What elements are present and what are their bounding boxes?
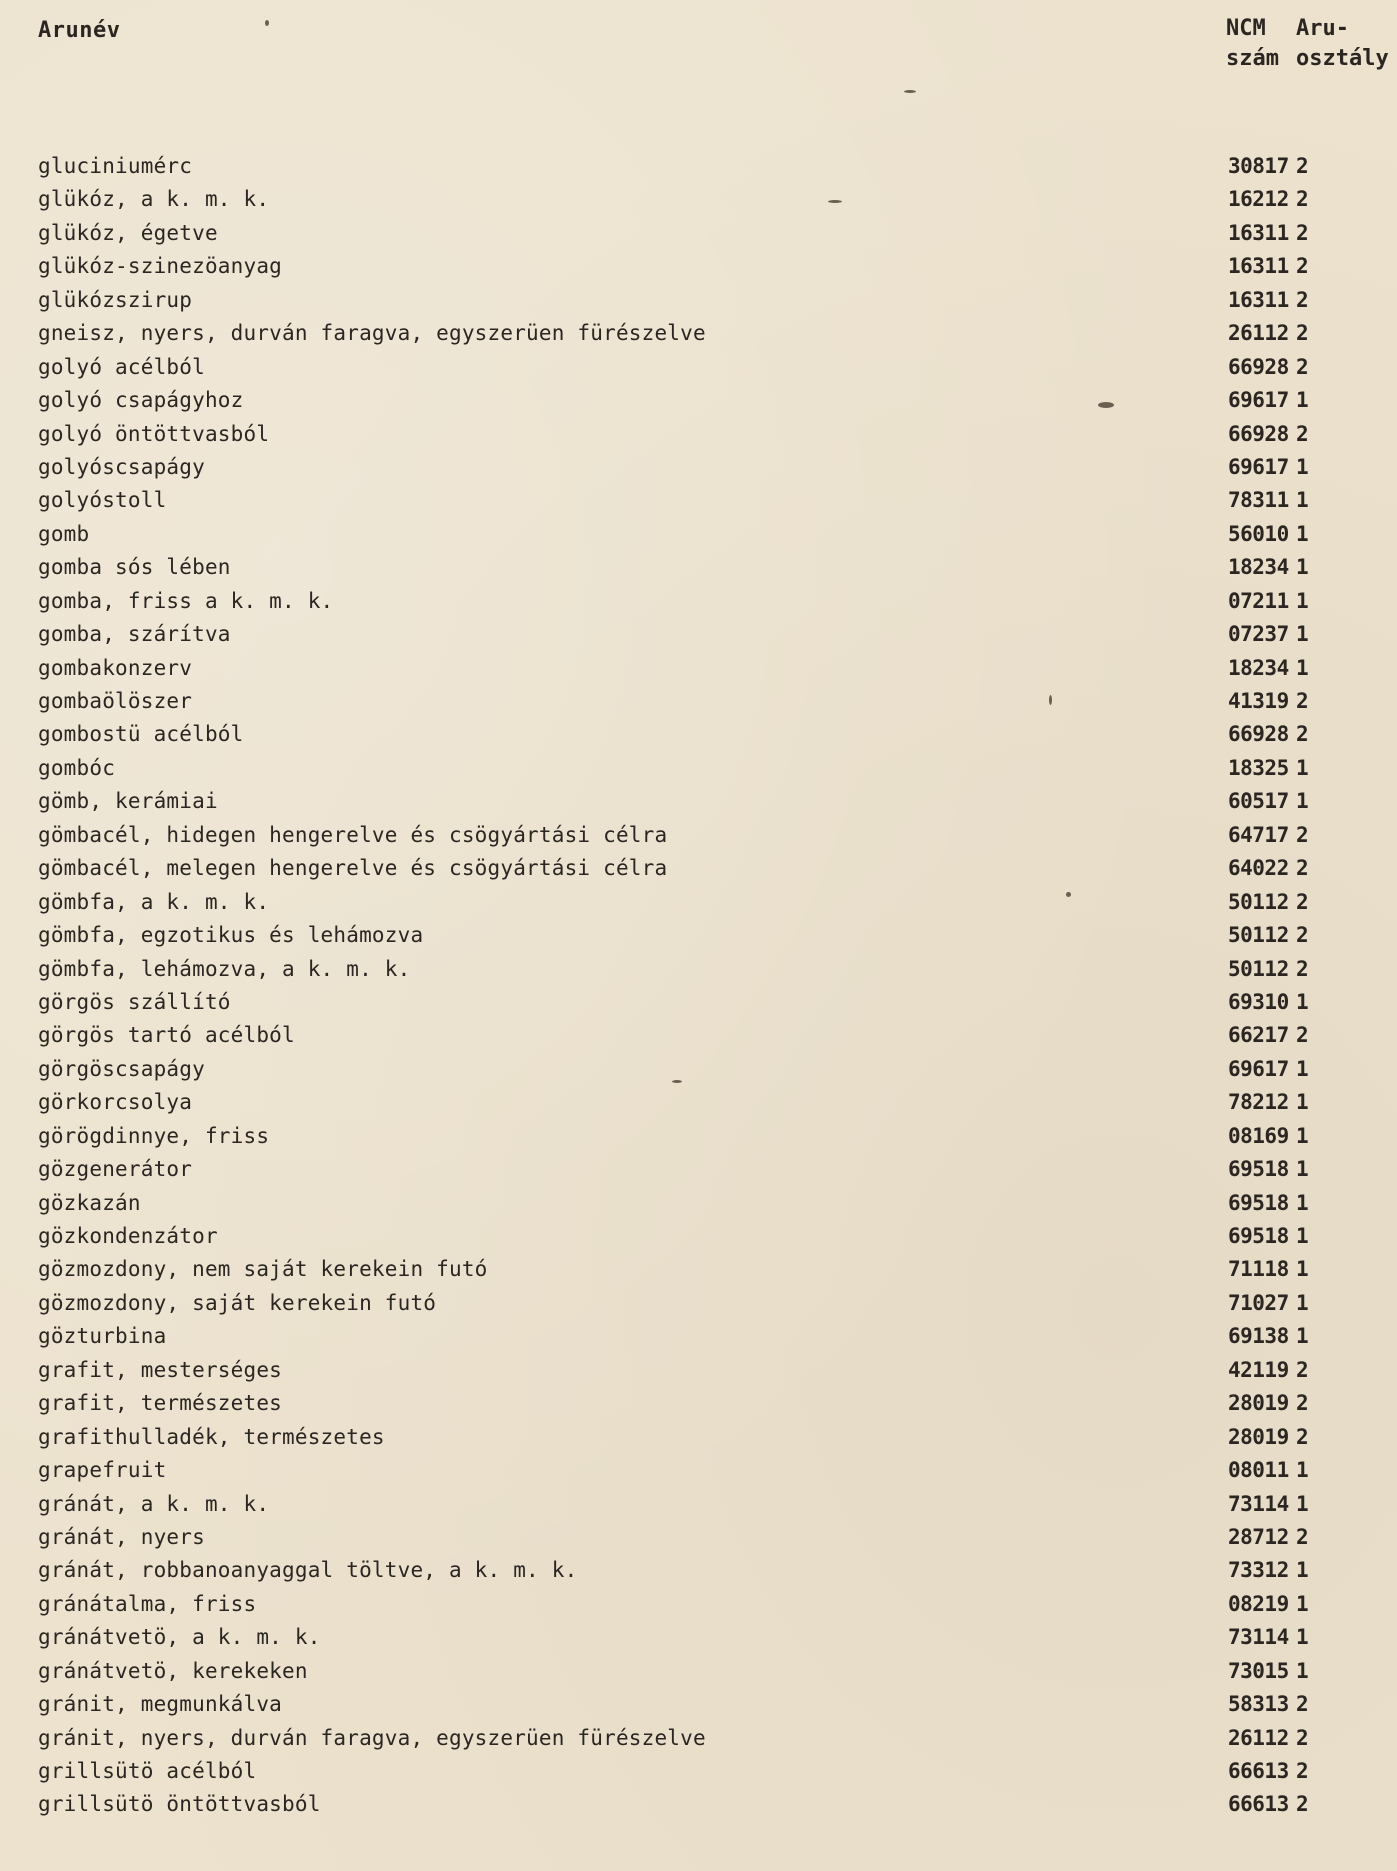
product-name: gránit, megmunkálva xyxy=(38,1692,283,1717)
paper-speck xyxy=(828,200,842,203)
product-name: gömb, kerámiai xyxy=(38,789,218,814)
product-name: glükóz-szinezöanyag xyxy=(38,254,283,279)
list-item xyxy=(0,1120,1397,1153)
ncm-number: 18234 xyxy=(1228,655,1289,680)
product-class: 1 xyxy=(1296,1658,1309,1683)
list-item xyxy=(0,1019,1397,1052)
list-item xyxy=(0,183,1397,216)
product-class: 2 xyxy=(1296,856,1309,881)
product-class: 2 xyxy=(1296,889,1309,914)
list-item xyxy=(0,217,1397,250)
ncm-number: 30817 xyxy=(1228,154,1289,178)
list-item xyxy=(0,1521,1397,1554)
list-item xyxy=(0,1421,1397,1454)
product-name: gözmozdony, saját kerekein futó xyxy=(38,1290,437,1315)
product-class: 1 xyxy=(1296,1257,1309,1282)
list-item xyxy=(0,685,1397,718)
column-header-product-class: Aru- osztály xyxy=(1296,16,1389,71)
ncm-number: 16311 xyxy=(1228,287,1289,312)
product-class: 2 xyxy=(1296,956,1309,981)
list-item xyxy=(0,317,1397,350)
product-name: gözkazán xyxy=(38,1190,141,1215)
ncm-number: 58313 xyxy=(1228,1692,1289,1717)
product-class: 2 xyxy=(1296,689,1309,713)
product-name: gneisz, nyers, durván faragva, egyszerüen fürészelve xyxy=(38,321,706,346)
product-class: 2 xyxy=(1296,1357,1309,1382)
ncm-number: 71027 xyxy=(1228,1290,1289,1315)
list-item xyxy=(0,1187,1397,1220)
product-name: grafit, mesterséges xyxy=(38,1357,283,1382)
product-name: golyó acélból xyxy=(38,354,205,379)
product-name: görgös tartó acélból xyxy=(38,1023,295,1048)
ncm-number: 56010 xyxy=(1228,521,1289,546)
product-class: 1 xyxy=(1296,789,1309,814)
ncm-number: 50112 xyxy=(1228,889,1289,914)
ncm-number: 41319 xyxy=(1228,689,1289,713)
ncm-number: 60517 xyxy=(1228,789,1289,814)
list-item xyxy=(0,1287,1397,1320)
list-item xyxy=(0,1354,1397,1387)
product-name: golyóstoll xyxy=(38,488,167,513)
list-item xyxy=(0,1688,1397,1721)
product-class: 1 xyxy=(1296,1123,1309,1148)
ncm-number: 16311 xyxy=(1228,220,1289,245)
ncm-number: 69138 xyxy=(1228,1324,1289,1349)
product-class: 1 xyxy=(1296,1290,1309,1315)
product-name: görgös szállító xyxy=(38,989,231,1014)
list-item xyxy=(0,1220,1397,1253)
list-item xyxy=(0,1053,1397,1086)
product-name: gözmozdony, nem saját kerekein futó xyxy=(38,1257,488,1282)
product-name: grapefruit xyxy=(38,1458,167,1483)
product-name: gombostü acélból xyxy=(38,722,244,747)
product-list xyxy=(0,150,1397,1822)
list-item xyxy=(0,150,1397,183)
product-class: 1 xyxy=(1296,755,1309,780)
product-name: grillsütö acélból xyxy=(38,1759,257,1783)
ncm-number: 16311 xyxy=(1228,254,1289,279)
ncm-number: 69518 xyxy=(1228,1224,1289,1248)
product-class: 2 xyxy=(1296,421,1309,446)
ncm-number: 69617 xyxy=(1228,388,1289,413)
product-name: gránátvetö, kerekeken xyxy=(38,1658,308,1683)
ncm-number: 08219 xyxy=(1228,1591,1289,1616)
product-class: 2 xyxy=(1296,1759,1309,1783)
paper-speck xyxy=(672,1080,682,1083)
paper-speck xyxy=(1066,892,1071,897)
list-item xyxy=(0,1755,1397,1788)
product-name: glükózszirup xyxy=(38,287,193,312)
list-item xyxy=(0,852,1397,885)
paper-speck xyxy=(1098,402,1114,408)
ncm-number: 28019 xyxy=(1228,1424,1289,1449)
product-class: 1 xyxy=(1296,1324,1309,1349)
list-item xyxy=(0,1086,1397,1119)
product-class: 1 xyxy=(1296,1157,1309,1182)
ncm-number: 78311 xyxy=(1228,488,1289,513)
ncm-number: 66928 xyxy=(1228,421,1289,446)
product-class: 1 xyxy=(1296,1190,1309,1215)
column-header-ncm-number: NCM szám xyxy=(1226,16,1279,71)
ncm-number: 66928 xyxy=(1228,722,1289,747)
product-name: gözgenerátor xyxy=(38,1157,193,1182)
ncm-number: 64022 xyxy=(1228,856,1289,881)
ncm-number: 07211 xyxy=(1228,588,1289,613)
product-name: gránit, nyers, durván faragva, egyszerüen fürészelve xyxy=(38,1725,706,1750)
list-item xyxy=(0,1722,1397,1755)
list-item xyxy=(0,1788,1397,1821)
product-class: 2 xyxy=(1296,1391,1309,1416)
list-item xyxy=(0,1253,1397,1286)
list-item xyxy=(0,718,1397,751)
product-name: görögdinnye, friss xyxy=(38,1123,270,1148)
product-class: 1 xyxy=(1296,1491,1309,1516)
product-name: görgöscsapágy xyxy=(38,1056,205,1081)
ncm-number: 18325 xyxy=(1228,755,1289,780)
list-item xyxy=(0,1554,1397,1587)
ncm-number: 50112 xyxy=(1228,956,1289,981)
product-class: 1 xyxy=(1296,989,1309,1014)
product-name: gömbfa, egzotikus és lehámozva xyxy=(38,923,424,948)
ncm-number: 73114 xyxy=(1228,1625,1289,1650)
ncm-number: 26112 xyxy=(1228,321,1289,346)
list-item xyxy=(0,618,1397,651)
list-item xyxy=(0,1588,1397,1621)
product-class: 2 xyxy=(1296,254,1309,279)
ncm-number: 66217 xyxy=(1228,1023,1289,1048)
ncm-number: 66928 xyxy=(1228,354,1289,379)
product-name: gomba, szárítva xyxy=(38,622,231,647)
ncm-number: 71118 xyxy=(1228,1257,1289,1282)
product-class: 1 xyxy=(1296,521,1309,546)
paper-speck xyxy=(904,90,916,93)
list-item xyxy=(0,953,1397,986)
list-item xyxy=(0,1454,1397,1487)
ncm-number: 66613 xyxy=(1228,1792,1289,1817)
list-item xyxy=(0,484,1397,517)
product-class: 1 xyxy=(1296,1625,1309,1650)
list-item xyxy=(0,919,1397,952)
ncm-number: 08011 xyxy=(1228,1458,1289,1483)
list-item xyxy=(0,785,1397,818)
ncm-number: 69617 xyxy=(1228,454,1289,479)
ncm-number: 64717 xyxy=(1228,822,1289,847)
paper-speck xyxy=(265,20,269,26)
column-header-product-name: Arunév xyxy=(38,18,121,43)
product-name: gömbfa, a k. m. k. xyxy=(38,889,270,914)
list-item xyxy=(0,585,1397,618)
product-class: 1 xyxy=(1296,1558,1309,1583)
ncm-number: 42119 xyxy=(1228,1357,1289,1382)
ncm-number: 66613 xyxy=(1228,1759,1289,1783)
list-item xyxy=(0,384,1397,417)
product-class: 2 xyxy=(1296,287,1309,312)
product-class: 1 xyxy=(1296,488,1309,513)
ncm-number: 26112 xyxy=(1228,1725,1289,1750)
ncm-number: 18234 xyxy=(1228,555,1289,580)
product-class: 1 xyxy=(1296,1056,1309,1081)
product-class: 1 xyxy=(1296,1458,1309,1483)
list-item xyxy=(0,451,1397,484)
ncm-number: 28019 xyxy=(1228,1391,1289,1416)
product-class: 2 xyxy=(1296,321,1309,346)
list-item xyxy=(0,351,1397,384)
product-class: 1 xyxy=(1296,588,1309,613)
ncm-number: 73114 xyxy=(1228,1491,1289,1516)
list-item xyxy=(0,1655,1397,1688)
product-class: 2 xyxy=(1296,1023,1309,1048)
list-item xyxy=(0,752,1397,785)
product-class: 2 xyxy=(1296,1792,1309,1817)
list-item xyxy=(0,250,1397,283)
list-item xyxy=(0,986,1397,1019)
product-class: 1 xyxy=(1296,454,1309,479)
product-name: gombaölöszer xyxy=(38,689,193,713)
ncm-number: 69518 xyxy=(1228,1190,1289,1215)
product-name: gombóc xyxy=(38,755,116,780)
product-name: gluciniumérc xyxy=(38,154,193,178)
ncm-number: 28712 xyxy=(1228,1524,1289,1549)
product-class: 1 xyxy=(1296,655,1309,680)
paper-speck xyxy=(1049,695,1052,705)
product-class: 2 xyxy=(1296,722,1309,747)
product-name: görkorcsolya xyxy=(38,1090,193,1115)
product-name: golyó öntöttvasból xyxy=(38,421,270,446)
product-class: 2 xyxy=(1296,1692,1309,1717)
list-item xyxy=(0,819,1397,852)
ncm-number: 08169 xyxy=(1228,1123,1289,1148)
product-name: gömbacél, hidegen hengerelve és csögyártási célra xyxy=(38,822,668,847)
product-name: golyóscsapágy xyxy=(38,454,205,479)
ncm-number: 50112 xyxy=(1228,923,1289,948)
product-class: 2 xyxy=(1296,354,1309,379)
product-name: gránátalma, friss xyxy=(38,1591,257,1616)
product-name: gránát, nyers xyxy=(38,1524,205,1549)
list-item xyxy=(0,284,1397,317)
list-item xyxy=(0,551,1397,584)
product-name: gomb xyxy=(38,521,90,546)
product-class: 2 xyxy=(1296,220,1309,245)
ncm-number: 07237 xyxy=(1228,622,1289,647)
product-class: 2 xyxy=(1296,923,1309,948)
ncm-number: 73312 xyxy=(1228,1558,1289,1583)
product-name: gomba sós lében xyxy=(38,555,231,580)
product-name: grillsütö öntöttvasból xyxy=(38,1792,321,1817)
product-class: 1 xyxy=(1296,622,1309,647)
ncm-number: 78212 xyxy=(1228,1090,1289,1115)
product-name: gözkondenzátor xyxy=(38,1224,218,1248)
list-item xyxy=(0,518,1397,551)
product-name: gombakonzerv xyxy=(38,655,193,680)
product-class: 2 xyxy=(1296,1424,1309,1449)
product-name: gömbacél, melegen hengerelve és csögyártási célra xyxy=(38,856,668,881)
ncm-number: 69617 xyxy=(1228,1056,1289,1081)
product-class: 1 xyxy=(1296,388,1309,413)
product-name: golyó csapágyhoz xyxy=(38,388,244,413)
product-name: gomba, friss a k. m. k. xyxy=(38,588,334,613)
product-name: gömbfa, lehámozva, a k. m. k. xyxy=(38,956,411,981)
product-name: grafit, természetes xyxy=(38,1391,283,1416)
list-item xyxy=(0,652,1397,685)
ncm-number: 69518 xyxy=(1228,1157,1289,1182)
product-name: gránát, a k. m. k. xyxy=(38,1491,270,1516)
product-class: 1 xyxy=(1296,1090,1309,1115)
product-name: grafithulladék, természetes xyxy=(38,1424,385,1449)
product-class: 2 xyxy=(1296,1725,1309,1750)
ncm-number: 73015 xyxy=(1228,1658,1289,1683)
product-class: 1 xyxy=(1296,1224,1309,1248)
list-item xyxy=(0,1153,1397,1186)
list-item xyxy=(0,886,1397,919)
product-name: gözturbina xyxy=(38,1324,167,1349)
product-name: gránátvetö, a k. m. k. xyxy=(38,1625,321,1650)
product-class: 1 xyxy=(1296,555,1309,580)
list-item xyxy=(0,1320,1397,1353)
list-item xyxy=(0,418,1397,451)
product-name: gránát, robbanoanyaggal töltve, a k. m. k. xyxy=(38,1558,578,1583)
product-class: 2 xyxy=(1296,154,1309,178)
list-item xyxy=(0,1387,1397,1420)
product-name: glükóz, a k. m. k. xyxy=(38,187,270,212)
product-class: 1 xyxy=(1296,1591,1309,1616)
product-class: 2 xyxy=(1296,187,1309,212)
list-item xyxy=(0,1488,1397,1521)
ncm-number: 69310 xyxy=(1228,989,1289,1014)
list-item xyxy=(0,1621,1397,1654)
product-class: 2 xyxy=(1296,822,1309,847)
product-class: 2 xyxy=(1296,1524,1309,1549)
ncm-number: 16212 xyxy=(1228,187,1289,212)
product-name: glükóz, égetve xyxy=(38,220,218,245)
